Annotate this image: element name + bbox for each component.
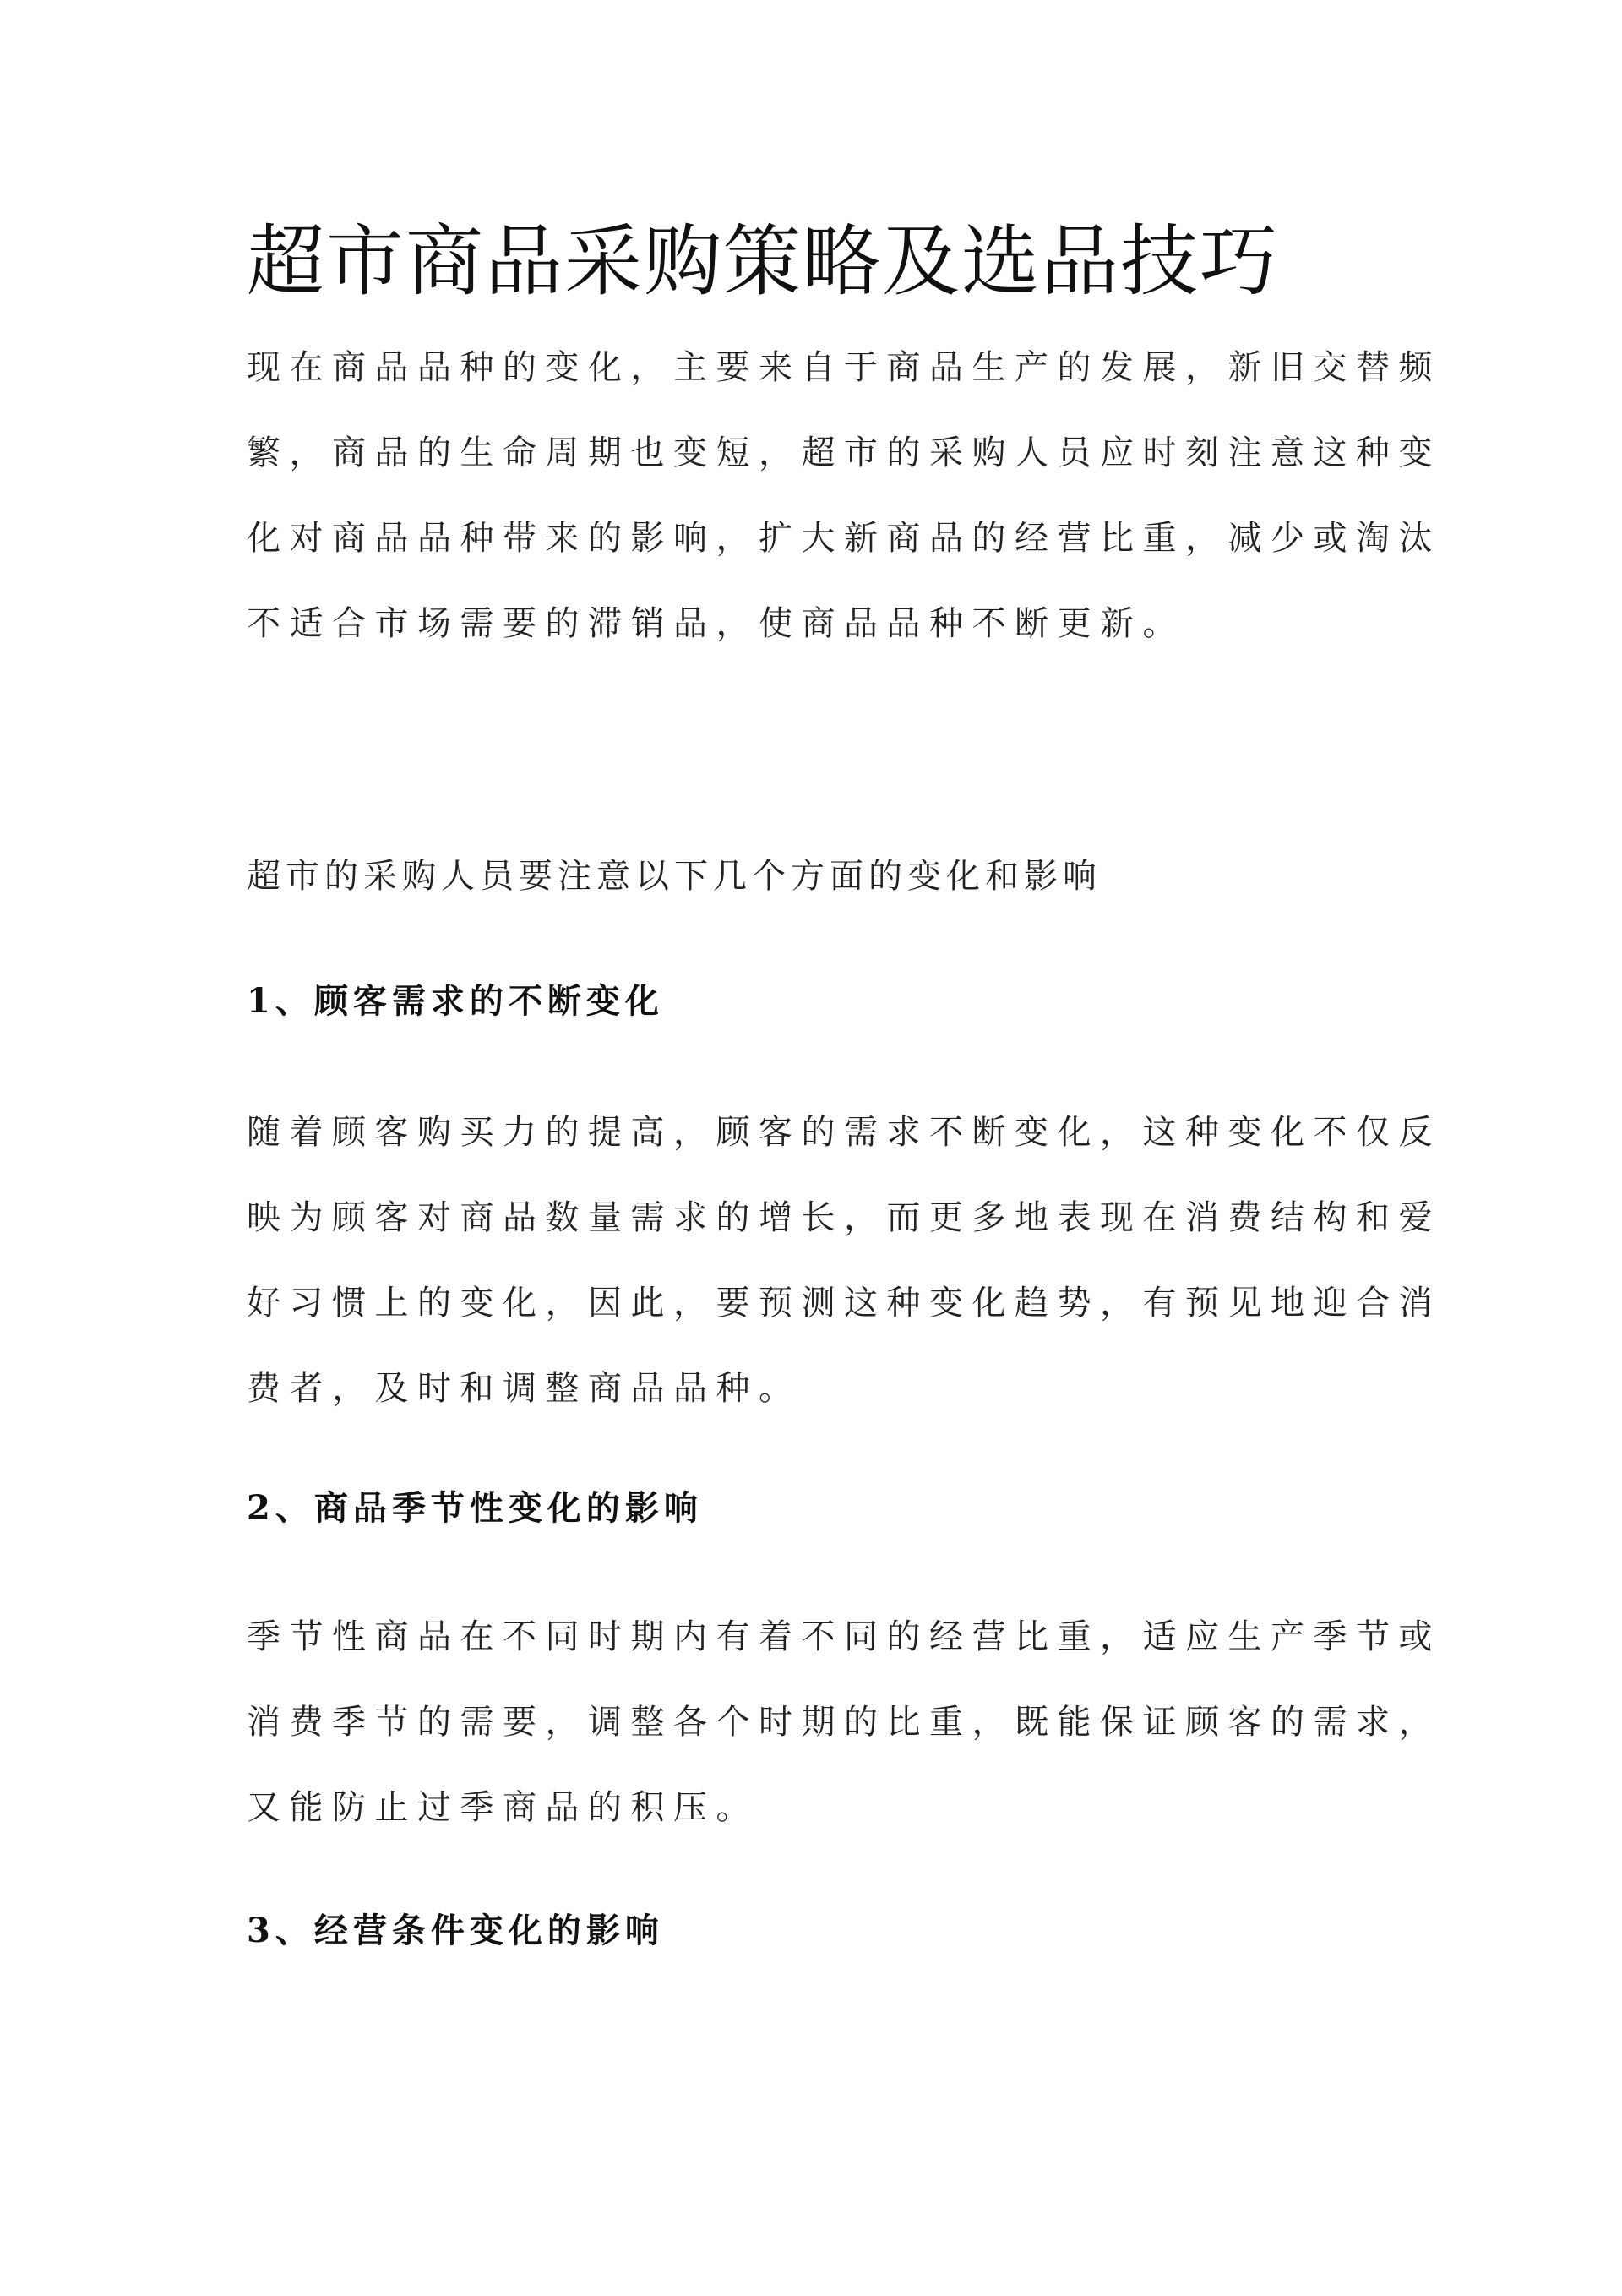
section-paragraph-1	[247, 1090, 1441, 1432]
paragraph-line: 映为顾客对商品数量需求的增长，而更多地表现在消费结构和爱	[247, 1198, 1441, 1237]
section-heading-1: 1、顾客需求的不断变化	[247, 981, 664, 1021]
section-paragraph-2	[247, 1595, 1441, 1851]
paragraph-line: 好习惯上的变化，因此，要预测这种变化趋势，有预见地迎合消	[247, 1284, 1441, 1323]
paragraph-line: 费者，及时和调整商品品种。	[247, 1369, 802, 1408]
paragraph-line: 随着顾客购买力的提高，顾客的需求不断变化，这种变化不仅反	[247, 1113, 1441, 1152]
intro-paragraph	[247, 325, 1441, 667]
intro-line: 现在商品品种的变化，主要来自于商品生产的发展，新旧交替频	[247, 348, 1441, 387]
paragraph-line: 消费季节的需要，调整各个时期的比重，既能保证顾客的需求，	[247, 1703, 1441, 1742]
section-heading-3: 3、经营条件变化的影响	[247, 1911, 664, 1950]
intro-line: 化对商品品种带来的影响，扩大新商品的经营比重，减少或淘汰	[247, 519, 1441, 558]
lead-sentence: 超市的采购人员要注意以下几个方面的变化和影响	[247, 857, 1102, 896]
section-heading-2: 2、商品季节性变化的影响	[247, 1488, 703, 1528]
paragraph-line: 又能防止过季商品的积压。	[247, 1788, 759, 1827]
paragraph-line: 季节性商品在不同时期内有着不同的经营比重，适应生产季节或	[247, 1617, 1441, 1656]
intro-line: 繁，商品的生命周期也变短，超市的采购人员应时刻注意这种变	[247, 434, 1441, 472]
intro-line: 不适合市场需要的滞销品，使商品品种不断更新。	[247, 604, 1185, 643]
document-title: 超市商品采购策略及选品技巧	[247, 216, 1280, 307]
